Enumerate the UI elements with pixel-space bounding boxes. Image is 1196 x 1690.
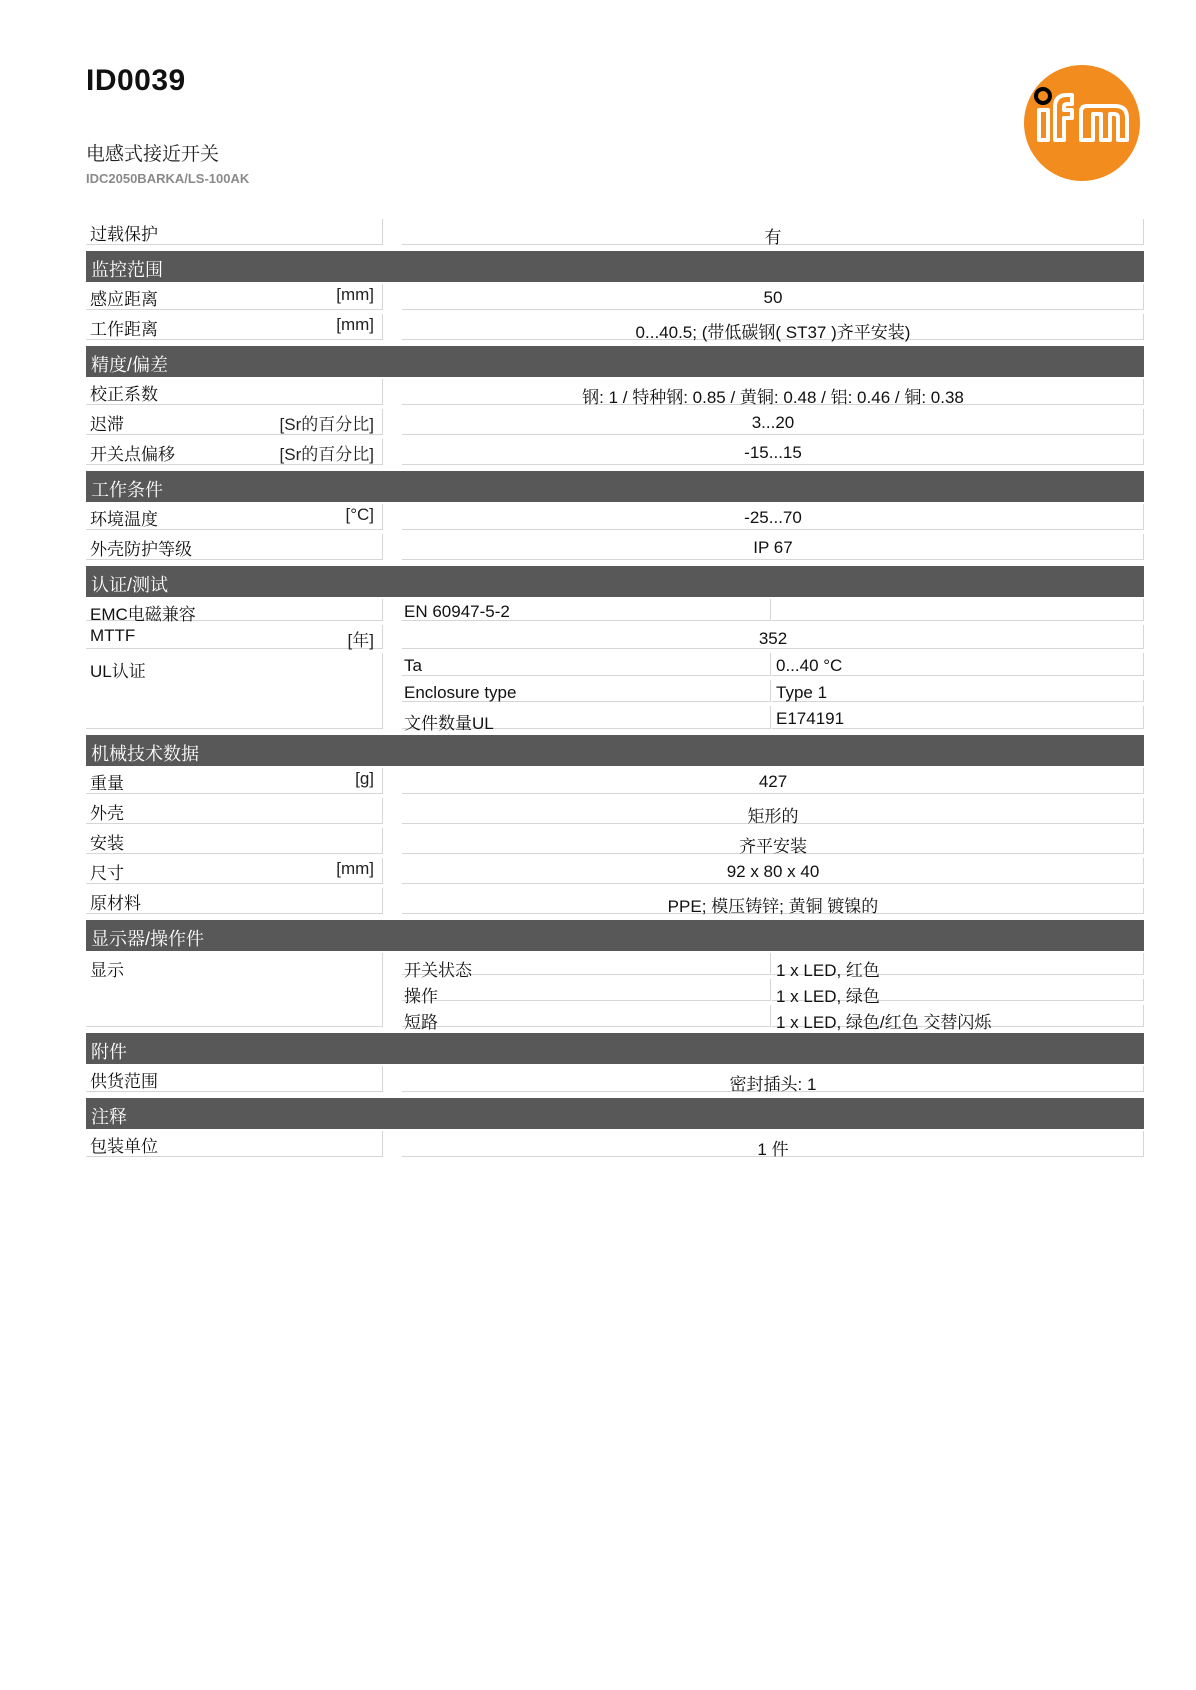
value-packaging-unit: 1 件 <box>757 1140 789 1159</box>
ul-key-file-number: 文件数量UL <box>404 714 494 733</box>
value-mttf: 352 <box>758 629 788 648</box>
label-sensing-range: 感应距离 <box>90 290 158 309</box>
display-key-operation: 操作 <box>404 987 438 1006</box>
value-correction-factors: 钢: 1 / 特种钢: 0.85 / 黄铜: 0.48 / 铝: 0.46 / 铜: 0.38 <box>582 388 964 407</box>
row-mttf <box>86 623 1144 651</box>
value-scope-of-supply: 密封插头: 1 <box>729 1075 817 1094</box>
product-id-title: ID0039 <box>86 64 186 97</box>
row-ul-approval <box>86 651 1144 731</box>
label-hysteresis: 迟滞 <box>90 415 124 434</box>
label-mounting: 安装 <box>90 834 124 853</box>
value-mounting: 齐平安装 <box>739 837 807 856</box>
label-switch-point-drift: 开关点偏移 <box>90 445 175 464</box>
value-housing: 矩形的 <box>747 807 799 826</box>
section-monitoring-range: 监控范围 <box>86 251 1144 282</box>
ul-value-enclosure: Type 1 <box>776 683 828 702</box>
datasheet-table <box>86 217 1144 1159</box>
display-key-short-circuit: 短路 <box>404 1013 438 1032</box>
label-mttf: MTTF <box>90 626 136 645</box>
row-switch-point-drift <box>86 437 1144 467</box>
row-display <box>86 951 1144 1032</box>
row-housing <box>86 796 1144 826</box>
section-display-operating-elements: 显示器/操作件 <box>86 920 1144 951</box>
row-dimensions <box>86 856 1144 886</box>
row-sensing-range <box>86 282 1144 312</box>
unit-sensing-range: [mm] <box>336 285 374 304</box>
label-overload: 过载保护 <box>90 225 158 244</box>
value-switch-point-drift: -15...15 <box>744 443 802 462</box>
row-materials <box>86 886 1144 916</box>
value-materials: PPE; 模压铸锌; 黄铜 镀镍的 <box>667 897 879 916</box>
label-protection-rating: 外壳防护等级 <box>90 540 192 559</box>
row-weight <box>86 766 1144 796</box>
row-ambient-temperature <box>86 502 1144 532</box>
unit-ambient-temperature: [°C] <box>345 505 374 524</box>
unit-mttf: [年] <box>347 631 374 650</box>
value-emc: EN 60947-5-2 <box>404 602 510 621</box>
unit-dimensions: [mm] <box>336 859 374 878</box>
product-type: 电感式接近开关 <box>86 144 220 165</box>
label-housing: 外壳 <box>90 804 124 823</box>
section-mechanical-data: 机械技术数据 <box>86 735 1144 766</box>
section-accuracy: 精度/偏差 <box>86 346 1144 377</box>
row-packaging-unit <box>86 1129 1144 1159</box>
row-scope-of-supply <box>86 1064 1144 1094</box>
label-correction-factors: 校正系数 <box>90 385 158 404</box>
label-emc: EMC电磁兼容 <box>90 605 196 624</box>
label-dimensions: 尺寸 <box>90 864 124 883</box>
value-weight: 427 <box>758 772 788 791</box>
unit-weight: [g] <box>355 769 374 788</box>
row-operating-distance <box>86 312 1144 342</box>
ul-key-enclosure: Enclosure type <box>404 683 517 702</box>
row-emc <box>86 597 1144 623</box>
row-overload <box>86 217 1144 247</box>
section-remarks: 注释 <box>86 1098 1144 1129</box>
label-operating-distance: 工作距离 <box>90 320 158 339</box>
display-value-operation: 1 x LED, 绿色 <box>776 987 880 1006</box>
display-value-short-circuit: 1 x LED, 绿色/红色 交替闪烁 <box>776 1013 992 1032</box>
ul-value-ta: 0...40 °C <box>776 656 843 675</box>
value-operating-distance: 0...40.5; (带低碳钢( ST37 )齐平安装) <box>635 323 911 342</box>
label-packaging-unit: 包装单位 <box>90 1137 158 1156</box>
value-protection-rating: IP 67 <box>753 538 793 557</box>
value-overload: 有 <box>764 228 782 247</box>
row-correction-factors <box>86 377 1144 407</box>
label-ul-approval: UL认证 <box>90 662 146 681</box>
row-hysteresis <box>86 407 1144 437</box>
display-key-switching-status: 开关状态 <box>404 961 472 980</box>
value-hysteresis: 3...20 <box>751 413 795 432</box>
unit-hysteresis: [Sr的百分比] <box>279 415 374 434</box>
ifm-logo <box>1022 63 1142 183</box>
section-operating-conditions: 工作条件 <box>86 471 1144 502</box>
ul-value-file-number: E174191 <box>776 709 845 728</box>
label-weight: 重量 <box>90 774 124 793</box>
label-display: 显示 <box>90 961 124 980</box>
value-ambient-temperature: -25...70 <box>744 508 802 527</box>
product-code: IDC2050BARKA/LS-100AK <box>86 171 250 186</box>
row-protection-rating <box>86 532 1144 562</box>
value-sensing-range: 50 <box>763 288 783 307</box>
section-accessories: 附件 <box>86 1033 1144 1064</box>
ul-key-ta: Ta <box>404 656 422 675</box>
value-dimensions: 92 x 80 x 40 <box>726 862 820 881</box>
label-ambient-temperature: 环境温度 <box>90 510 158 529</box>
display-value-switching-status: 1 x LED, 红色 <box>776 961 880 980</box>
label-materials: 原材料 <box>90 894 141 913</box>
label-scope-of-supply: 供货范围 <box>90 1072 158 1091</box>
section-approvals: 认证/测试 <box>86 566 1144 597</box>
row-mounting <box>86 826 1144 856</box>
unit-switch-point-drift: [Sr的百分比] <box>279 445 374 464</box>
unit-operating-distance: [mm] <box>336 315 374 334</box>
